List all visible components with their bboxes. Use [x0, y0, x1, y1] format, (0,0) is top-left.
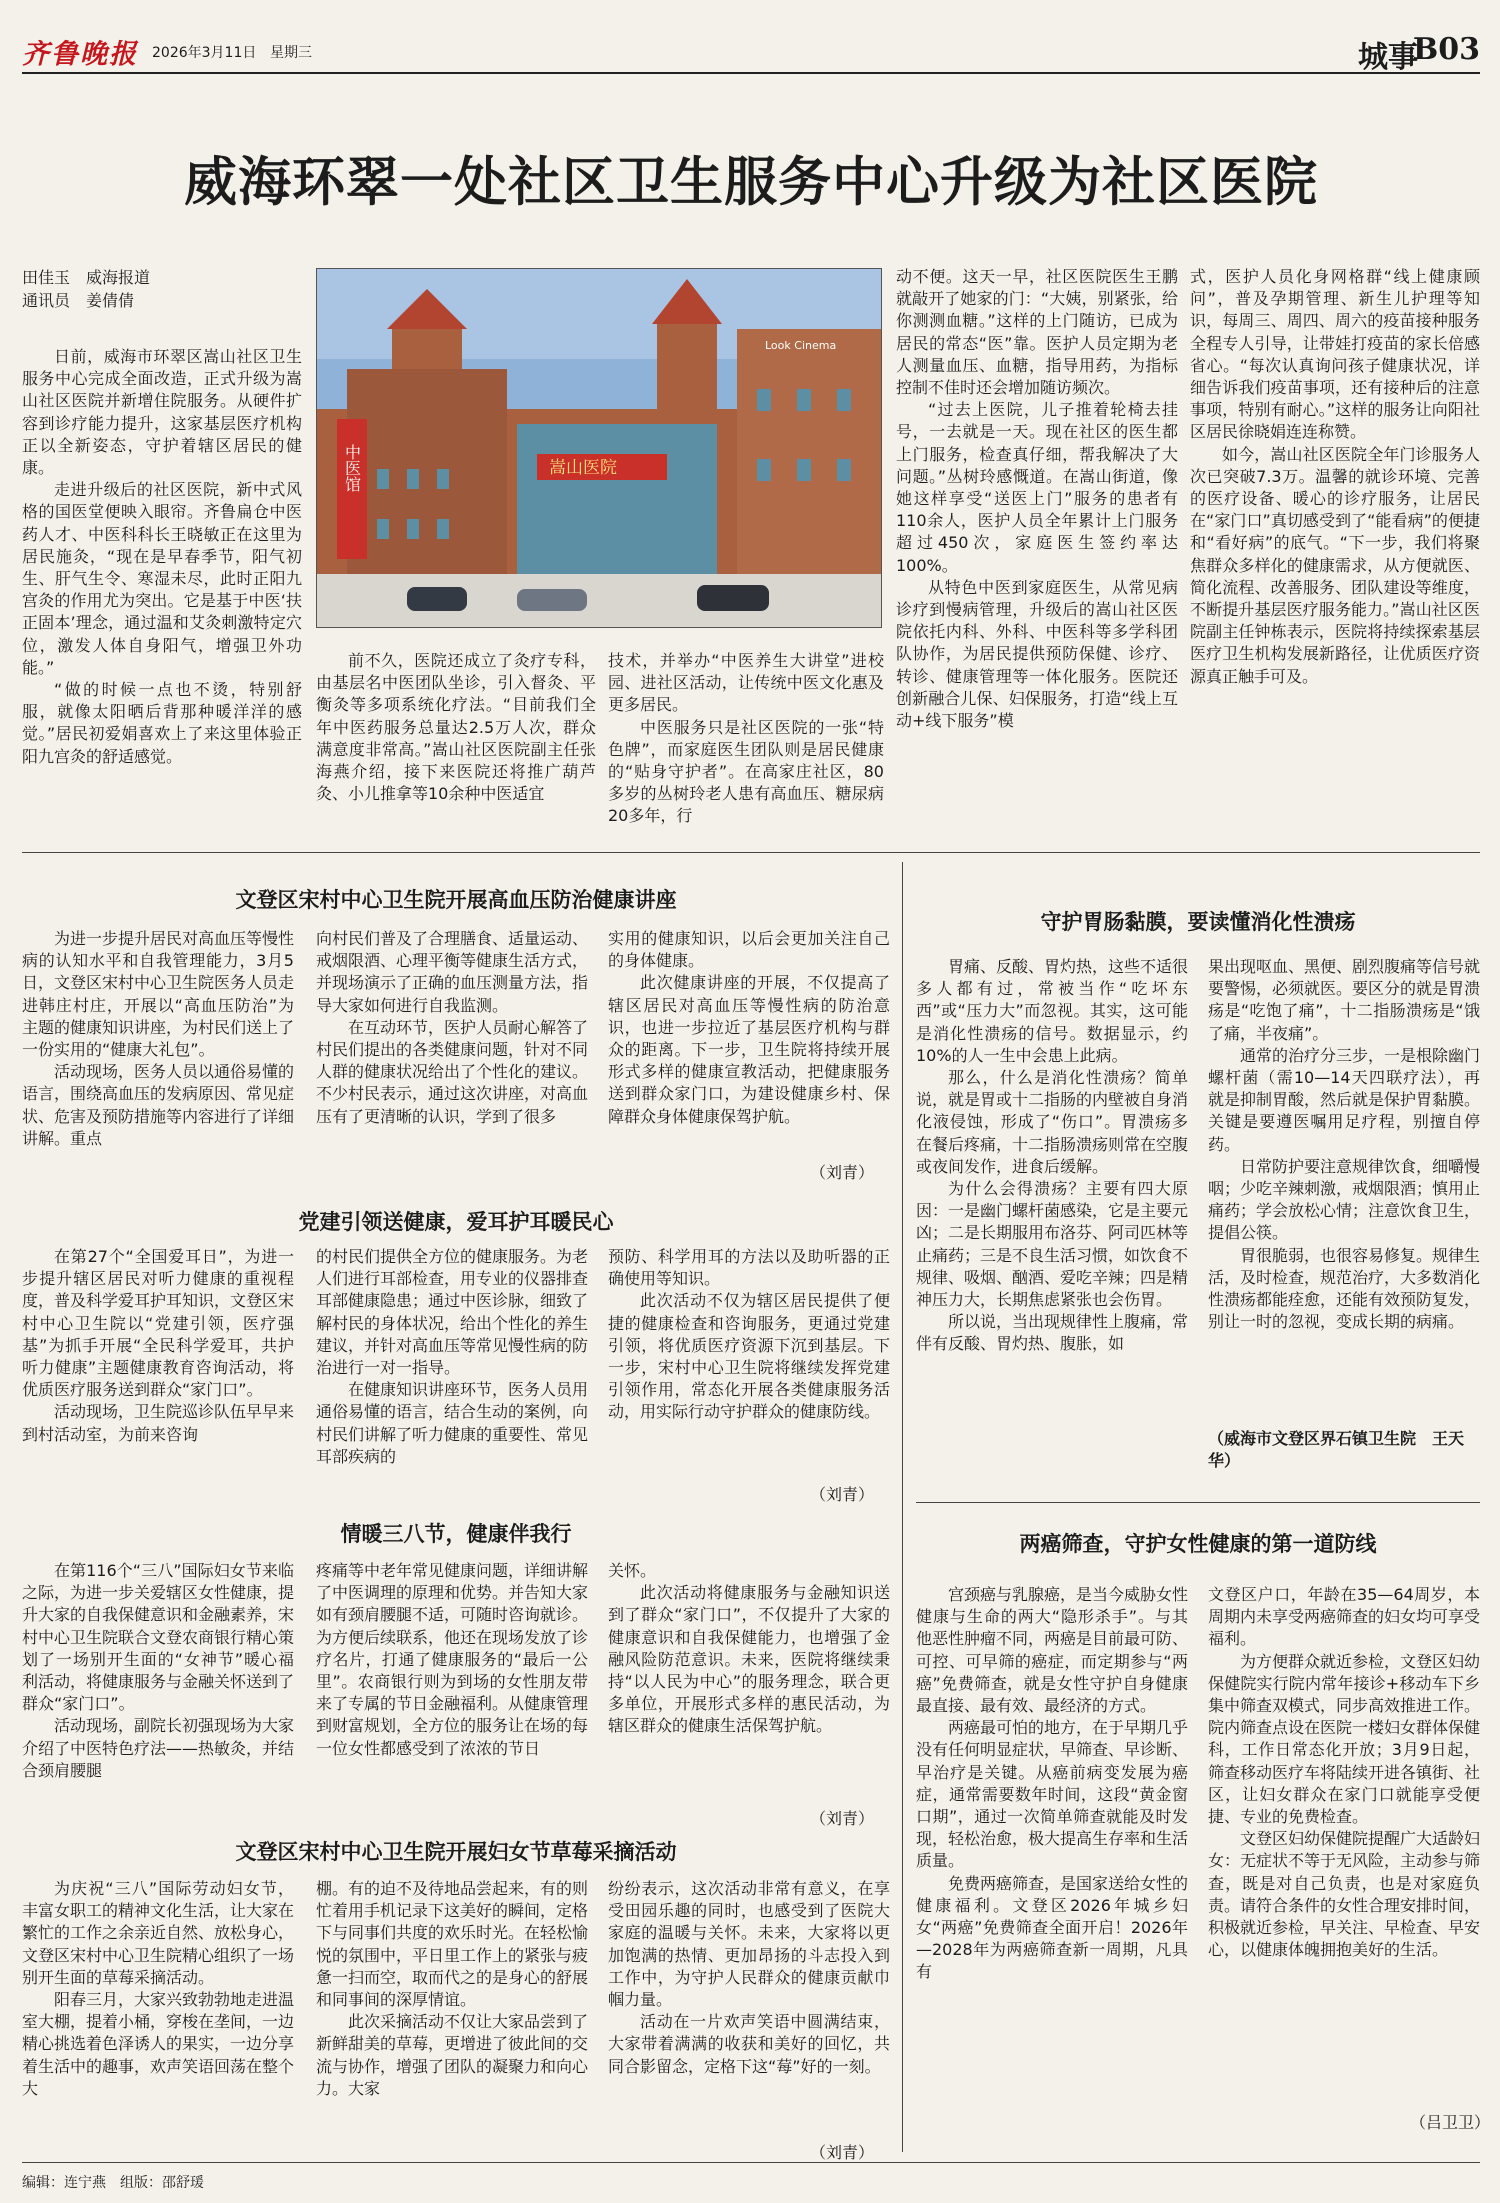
- section-divider: [916, 1502, 1480, 1503]
- paragraph: 文登区户口，年龄在35—64周岁，本周期内未享受两癌筛查的妇女均可享受福利。: [1208, 1585, 1480, 1649]
- main-article-col1: [22, 346, 302, 836]
- paragraph: 胃痛、反酸、胃灼热，这些不适很多人都有过，常被当作“吃坏东西”或“压力大”而忽视。其实，这可能是消化性溃疡的信号。数据显示，约10%的人一生中会患上此病。: [916, 957, 1188, 1065]
- issue-weekday: 星期三: [270, 45, 312, 61]
- photo-sign-left: 中医馆: [342, 444, 362, 492]
- paragraph: 为进一步提升居民对高血压等慢性病的认知水平和自我管理能力，3月5日，文登区宋村中心卫生院医务人员走进韩庄村庄，开展以“高血压防治”为主题的健康知识讲座，为村民们送上了一份实用的“健康大礼包”。: [22, 929, 294, 1060]
- paragraph: 纷纷表示，这次活动非常有意义，在享受田园乐趣的同时，也感受到了医院大家庭的温暖与关怀。未来，大家将以更加饱满的热情、更加昂扬的斗志投入到工作中，为守护人民群众的健康贡献巾帼力量。: [608, 1879, 890, 2010]
- paragraph: 免费两癌筛查，是国家送给女性的健康福利。文登区2026年城乡妇女“两癌”免费筛查全面开启！2026年—2028年为两癌筛查新一周期，凡具有: [916, 1873, 1188, 1982]
- paragraph: 为庆祝“三八”国际劳动妇女节，丰富女职工的精神文化生活，让大家在繁忙的工作之余亲近自然、放松身心，文登区宋村中心卫生院精心组织了一场别开生面的草莓采摘活动。: [22, 1879, 294, 1987]
- issue-date: 2026年3月11日: [152, 45, 257, 61]
- byline-reporter: 田佳玉 威海报道: [22, 268, 151, 287]
- byline-correspondent: 通讯员 姜倩倩: [22, 291, 135, 310]
- paragraph: 活动在一片欢声笑语中圆满结束，大家带着满满的收获和美好的回忆，共同合影留念，定格下这“莓”好的一刻。: [608, 2012, 890, 2076]
- article-title-peptic-ulcer: 守护胃肠黏膜，要读懂消化性溃疡: [1040, 909, 1356, 934]
- paragraph: 在互动环节，医护人员耐心解答了村民们提出的各类健康问题，针对不同人群的健康状况给出了个性化的建议。不少村民表示，通过这次讲座，对高血压有了更清晰的认识，学到了很多: [316, 1017, 588, 1126]
- paragraph: 文登区妇幼保健院提醒广大适龄妇女：无症状不等于无风险，主动参与筛查，既是对自己负责，也是对家庭负责。请符合条件的女性合理安排时间，积极就近参检，早关注、早检查、早安心，以健康体魄拥抱美好的生活。: [1208, 1829, 1480, 1960]
- paragraph: 在健康知识讲座环节，医务人员用通俗易懂的语言，结合生动的案例，向村民们讲解了听力健康的重要性、常见耳部疾病的: [316, 1380, 588, 1466]
- paragraph: 向村民们普及了合理膳食、适量运动、戒烟限酒、心理平衡等健康生活方式，并现场演示了正确的血压测量方法，指导大家如何进行自我监测。: [316, 929, 588, 1015]
- paragraph: 活动现场，副院长初强现场为大家介绍了中医特色疗法——热敏灸，并结合颈肩腰腿: [22, 1716, 294, 1780]
- article-title-womens-day: 情暖三八节，健康伴我行: [340, 1521, 572, 1546]
- hospital-building-illustration: [317, 269, 882, 628]
- a5-signature: （威海市文登区界石镇卫生院 王天华）: [1208, 1429, 1465, 1470]
- main-article-col2: [316, 650, 596, 835]
- a3-signature: （刘青）: [810, 1809, 875, 1828]
- article-title-strawberry-picking: 文登区宋村中心卫生院开展妇女节草莓采摘活动: [235, 1839, 677, 1864]
- a1-col1: [22, 928, 294, 1183]
- lead-photo: [316, 268, 882, 628]
- photo-sign-right: Look Cinema: [765, 339, 837, 352]
- paragraph: 技术，并举办“中医养生大讲堂”进校园、进社区活动，让传统中医文化惠及更多居民。: [608, 651, 884, 715]
- paragraph: 胃很脆弱，也很容易修复。规律生活，及时检查，规范治疗，大多数消化性溃疡都能痊愈，还能有效预防复发，别让一时的忽视，变成长期的病痛。: [1208, 1245, 1480, 1332]
- paragraph: 预防、科学用耳的方法以及助听器的正确使用等知识。: [608, 1247, 890, 1289]
- paragraph: 日前，威海市环翠区嵩山社区卫生服务中心完成全面改造，正式升级为嵩山社区医院并新增住院服务。从硬件扩容到诊疗能力提升，这家基层医疗机构正以全新姿态，守护着辖区居民的健康。: [22, 347, 302, 478]
- page-footer-credits: 编辑：连宁燕 组版：邵舒瑗: [22, 2175, 204, 2191]
- a6-col1: [916, 1584, 1188, 2154]
- a2-col2: [316, 1246, 588, 1512]
- a4-col3: [608, 1878, 890, 2160]
- paragraph: 宫颈癌与乳腺癌，是当今威胁女性健康与生命的两大“隐形杀手”。与其他恶性肿瘤不同，两癌是目前最可防、可控、可早筛的癌症，而定期参与“两癌”免费筛查，就是女性守护自身健康最直接、最有效、最经济的方式。: [916, 1585, 1188, 1716]
- paragraph: 为什么会得溃疡？主要有四大原因：一是幽门螺杆菌感染，它是主要元凶；二是长期服用布洛芬、阿司匹林等止痛药；三是不良生活习惯，如饮食不规律、吸烟、酗酒、爱吃辛辣；四是精神压力大，长期焦虑紧张也会伤胃。: [916, 1179, 1188, 1310]
- paragraph: 日常防护要注意规律饮食，细嚼慢咽；少吃辛辣刺激，戒烟限酒；慎用止痛药；学会放松心情；注意饮食卫生，提倡公筷。: [1208, 1156, 1480, 1243]
- a4-col1: [22, 1878, 294, 2160]
- a2-col3: [608, 1246, 890, 1482]
- paragraph: 阳春三月，大家兴致勃勃地走进温室大棚，提着小桶，穿梭在垄间，一边精心挑选着色泽诱人的果实，一边分享着生活中的趣事，欢声笑语回荡在整个大: [22, 1990, 294, 2098]
- paragraph: 中医服务只是社区医院的一张“特色牌”，而家庭医生团队则是居民健康的“贴身守护者”。在高家庄社区，80多岁的丛树玲老人患有高血压、糖尿病20多年，行: [608, 717, 884, 826]
- byline: [22, 266, 302, 312]
- a5-col1: [916, 956, 1188, 1476]
- paragraph: 两癌最可怕的地方，在于早期几乎没有任何明显症状，早筛查、早诊断、早治疗是关键。从癌前病变发展为癌症，通常需要数年时间，这段“黄金窗口期”，通过一次简单筛查就能及时发现，轻松治愈，极大提高生存率和生活质量。: [916, 1718, 1188, 1871]
- header-rule: [22, 72, 1480, 74]
- paragraph: “过去上医院，儿子推着轮椅去挂号，一去就是一天。现在社区的医生都上门服务，检查真仔细，帮我解决了大问题。”丛树玲感慨道。在嵩山街道，像她这样享受“送医上门”服务的患者有110余人，医护人员全年累计上门服务超过450次，家庭医生签约率达100%。: [896, 400, 1178, 575]
- paragraph: 果出现呕血、黑便、剧烈腹痛等信号就要警惕，必须就医。要区分的就是胃溃疡是“吃饱了痛”，十二指肠溃疡是“饿了痛，半夜痛”。: [1208, 957, 1480, 1043]
- page-number: B03: [1412, 32, 1480, 67]
- paragraph: 式，医护人员化身网格群“线上健康顾问”，普及孕期管理、新生儿护理等知识，每周三、周四、周六的疫苗接种服务全程专人引导，让带娃打疫苗的家长倍感省心。“每次认真询问孩子健康状况，详细告诉我们疫苗事项，还有接种后的注意事项，特别有耐心。”这样的服务让向阳社区居民徐晓娟连连称赞。: [1190, 267, 1480, 442]
- paragraph: 从特色中医到家庭医生，从常见病诊疗到慢病管理，升级后的嵩山社区医院依托内科、外科、中医科等多学科团队协作，为居民提供预防保健、诊疗、转诊、健康管理等一体化服务。医院还创新融合儿保、妇保服务，打造“线上互动+线下服务”模: [896, 577, 1178, 731]
- paragraph: 的村民们提供全方位的健康服务。为老人们进行耳部检查，用专业的仪器排查耳部健康隐患；通过中医诊脉，细致了解村民的身体状况，给出个性化的养生建议，并针对高血压等常见慢性病的防治进行一对一指导。: [316, 1247, 588, 1378]
- paragraph: 此次活动将健康服务与金融知识送到了群众“家门口”，不仅提升了大家的健康意识和自我保健能力，也增强了金融风险防范意识。未来，医院将继续秉持“以人民为中心”的服务理念，联合更多单位，开展形式多样的惠民活动，为辖区群众的健康生活保驾护航。: [608, 1583, 890, 1736]
- column-divider: [902, 862, 903, 2152]
- paragraph: 此次健康讲座的开展，不仅提高了辖区居民对高血压等慢性病的防治意识，也进一步拉近了基层医疗机构与群众的距离。下一步，卫生院将持续开展形式多样的健康宣教活动，把健康服务送到群众家门口，为建设健康乡村、保障群众身体健康保驾护航。: [608, 973, 890, 1126]
- main-article-col4: [896, 266, 1178, 836]
- paragraph: 此次活动不仅为辖区居民提供了便捷的健康检查和咨询服务，更通过党建引领，将优质医疗资源下沉到基层。下一步，宋村中心卫生院将继续发挥党建引领作用，常态化开展各类健康服务活动，用实际行动守护群众的健康防线。: [608, 1291, 890, 1422]
- article-title-hypertension-lecture: 文登区宋村中心卫生院开展高血压防治健康讲座: [235, 887, 677, 912]
- footer-rule: [22, 2162, 1480, 2163]
- paragraph: 前不久，医院还成立了灸疗专科，由基层名中医团队坐诊，引入督灸、平衡灸等多项系统化疗法。“目前我们全年中医药服务总量达2.5万人次，群众满意度非常高。”嵩山社区医院副主任张海燕介绍，接下来医院还将推广葫芦灸、小儿推拿等10余种中医适宜: [316, 651, 596, 804]
- page-header: [22, 28, 1480, 75]
- paragraph: “做的时候一点也不烫，特别舒服，就像太阳晒后背那种暖洋洋的感觉。”居民初爱娟喜欢上了来这里体验正阳九宫灸的舒适感觉。: [22, 680, 302, 766]
- a4-signature: （刘青）: [810, 2143, 875, 2162]
- paragraph: 疼痛等中老年常见健康问题，详细讲解了中医调理的原理和优势。并告知大家如有颈肩腰腿不适，可随时咨询就诊。为方便后续联系，他还在现场发放了诊疗名片，打通了健康服务的“最后一公里”。农商银行则为到场的女性朋友带来了专属的节日金融福利。从健康管理到财富规划，全方位的服务让在场的每一位女性都感受到了浓浓的节日: [316, 1561, 588, 1758]
- newspaper-logo: 齐鲁晚报: [22, 39, 138, 70]
- a3-col2: [316, 1560, 588, 1836]
- paragraph: 通常的治疗分三步，一是根除幽门螺杆菌（需10—14天四联疗法），再就是抑制胃酸，然后就是保护胃黏膜。关键是要遵医嘱用足疗程，别擅自停药。: [1208, 1045, 1480, 1154]
- article-title-two-cancer-screening: 两癌筛查，守护女性健康的第一道防线: [1019, 1531, 1377, 1556]
- main-article-col5: [1190, 266, 1480, 836]
- article-title-ear-care: 党建引领送健康，爱耳护耳暖民心: [298, 1209, 614, 1234]
- paragraph: 关怀。: [608, 1561, 657, 1580]
- paragraph: 活动现场，卫生院巡诊队伍早早来到村活动室，为前来咨询: [22, 1402, 294, 1444]
- main-article-col3: [608, 650, 884, 835]
- main-headline: 威海环翠一处社区卫生服务中心升级为社区医院: [184, 151, 1318, 213]
- paragraph: 在第27个“全国爱耳日”，为进一步提升辖区居民对听力健康的重视程度，普及科学爱耳护耳知识，文登区宋村中心卫生院以“党建引领，医疗强基”为抓手开展“全民科学爱耳，共护听力健康”主题健康教育咨询活动，将优质医疗服务送到群众“家门口”。: [22, 1247, 294, 1400]
- paragraph: 棚。有的迫不及待地品尝起来，有的则忙着用手机记录下这美好的瞬间，定格下与同事们共度的欢乐时光。在轻松愉悦的氛围中，平日里工作上的紧张与疲惫一扫而空，取而代之的是身心的舒展和同事间的深厚情谊。: [316, 1879, 588, 2010]
- a1-col3: [608, 928, 890, 1160]
- a6-col2: [1208, 1584, 1480, 2104]
- paragraph: 实用的健康知识，以后会更加关注自己的身体健康。: [608, 929, 890, 971]
- a5-col2: [1208, 956, 1480, 1424]
- photo-sign-mid: 嵩山医院: [549, 458, 617, 478]
- paragraph: 如今，嵩山社区医院全年门诊服务人次已突破7.3万。温馨的就诊环境、完善的医疗设备、暖心的诊疗服务，让居民在“家门口”真切感受到了“能看病”的便捷和“看好病”的底气。“下一步，我们将聚焦群众多样化的健康需求，从方便就医、简化流程、改善服务、团队建设等维度，不断提升基层医疗服务能力。”嵩山社区医院副主任钟栋表示，医院将持续探索基层医疗卫生机构发展新路径，让优质医疗资源真正触手可及。: [1190, 444, 1480, 686]
- a2-signature: （刘青）: [810, 1485, 875, 1504]
- a1-signature: （刘青）: [810, 1163, 875, 1182]
- paragraph: 此次采摘活动不仅让大家品尝到了新鲜甜美的草莓，更增进了彼此间的交流与协作，增强了团队的凝聚力和向心力。大家: [316, 2012, 588, 2098]
- a3-col3: [608, 1560, 890, 1804]
- a4-col2: [316, 1878, 588, 2160]
- paragraph: 动不便。这天一早，社区医院医生王鹏就敲开了她家的门：“大姨，别紧张，给你测测血糖。”这样的上门随访，已成为居民的常态“医”靠。医护人员定期为老人测量血压、血糖，指导用药，为指标控制不佳时还会增加随访频次。: [896, 267, 1178, 398]
- a6-signature: （吕卫卫）: [1410, 2113, 1491, 2132]
- paragraph: 活动现场，医务人员以通俗易懂的语言，围绕高血压的发病原因、常见症状、危害及预防措施等内容进行了详细讲解。重点: [22, 1062, 294, 1148]
- paragraph: 为方便群众就近参检，文登区妇幼保健院实行院内常年接诊+移动车下乡集中筛查双模式，同步高效推进工作。院内筛查点设在医院一楼妇女群体保健科，工作日常态化开放；3月9日起，筛查移动医疗车将陆续开进各镇街、社区，让妇女群众在家门口就能享受便捷、专业的免费检查。: [1208, 1651, 1480, 1827]
- paragraph: 走进升级后的社区医院，新中式风格的国医堂便映入眼帘。齐鲁扁仓中医药人才、中医科科长王晓敏正在这里为居民施灸，“现在是早春季节，阳气初生、肝气生令、寒湿未尽，此时正阳九宫灸的作用尤为突出。它是基于中医‘扶正固本’理念，通过温和艾灸刺激特定穴位，激发人体自身阳气，增强卫外功能。”: [22, 480, 302, 677]
- paragraph: 在第116个“三八”国际妇女节来临之际，为进一步关爱辖区女性健康，提升大家的自我保健意识和金融素养，宋村中心卫生院联合文登农商银行精心策划了一场别开生面的“女神节”暖心福利活动，将健康服务与金融关怀送到了群众“家门口”。: [22, 1561, 294, 1714]
- a3-col1: [22, 1560, 294, 1836]
- paragraph: 所以说，当出现规律性上腹痛，常伴有反酸、胃灼热、腹胀，如: [916, 1312, 1188, 1354]
- paragraph: 那么，什么是消化性溃疡？简单说，就是胃或十二指肠的内壁被自身消化液侵蚀，形成了“伤口”。胃溃疡多在餐后疼痛，十二指肠溃疡则常在空腹或夜间发作，进食后缓解。: [916, 1068, 1188, 1176]
- a2-col1: [22, 1246, 294, 1512]
- section-name: 城事: [1358, 40, 1418, 75]
- section-divider: [22, 852, 1480, 853]
- a1-col2: [316, 928, 588, 1183]
